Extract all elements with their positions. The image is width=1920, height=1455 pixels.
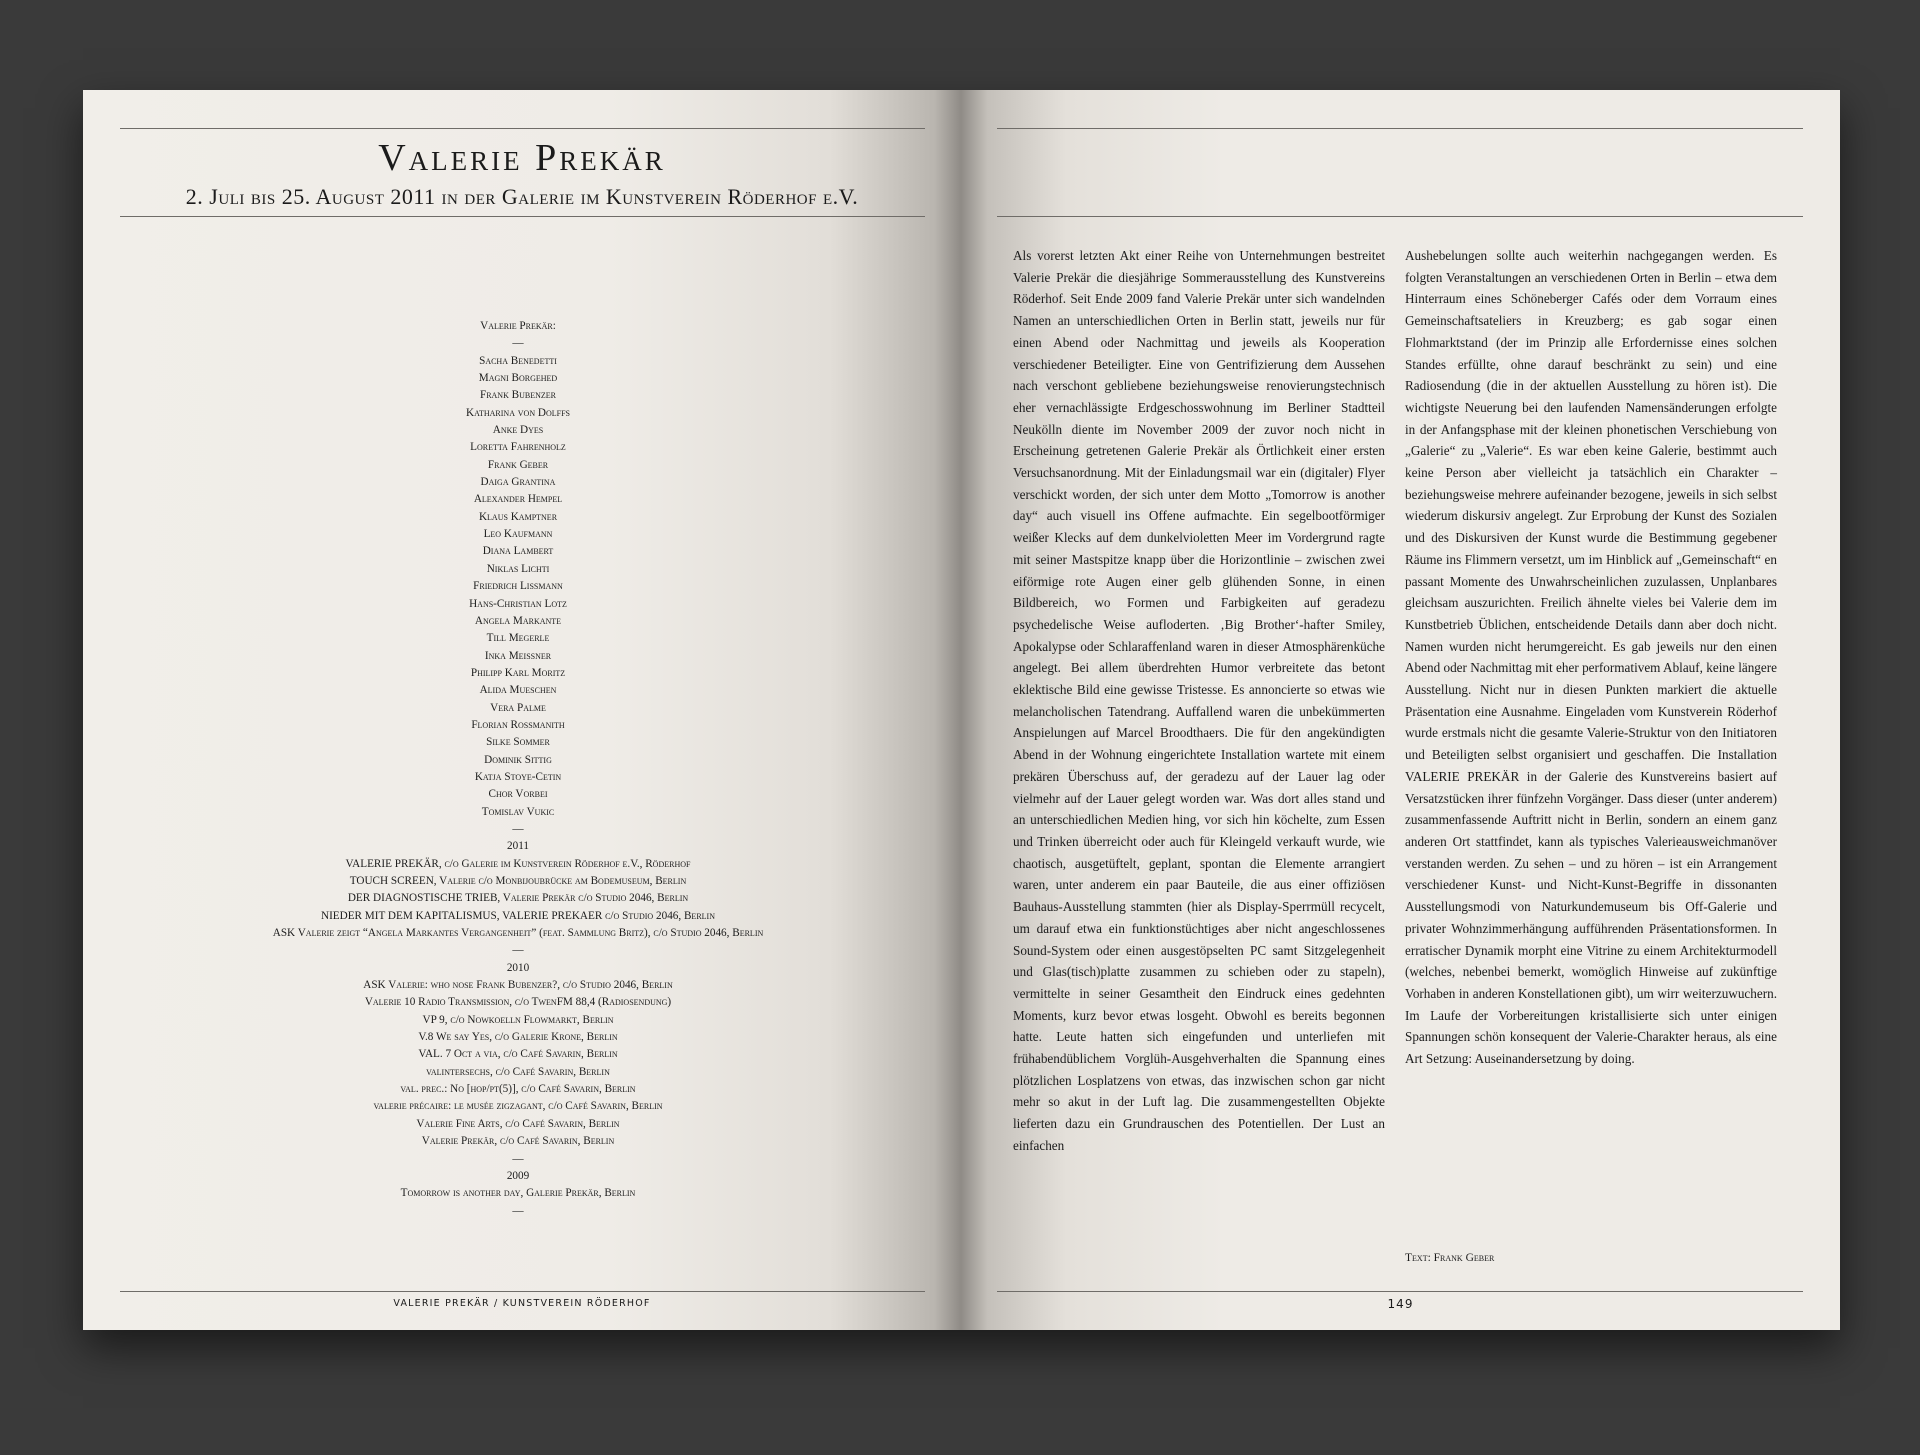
list-item: Florian Rossmanith xyxy=(471,718,565,731)
list-item: Katharina von Dolffs xyxy=(466,406,570,419)
list-item: DER DIAGNOSTISCHE TRIEB, Valerie Prekär c/o Studio 2046, Berlin xyxy=(347,892,689,905)
list-item: Loretta Fahrenholz xyxy=(470,441,566,454)
list-item: Angela Markante xyxy=(474,614,562,627)
list-item: Frank Bubenzer xyxy=(479,389,557,402)
list-item: Sacha Benedetti xyxy=(479,354,557,367)
body-text: Aushebelungen sollte auch weiterhin nachgegangen werden. Es folgten Veranstaltungen an verschiedenen Orten in Berlin – etwa dem Hinterraum eines Schöneberger Cafés oder dem Vorraum eines Gemeinschaftsateliers in Kreuzberg; es gab sogar einen Flohmarktstand (der im Prinzip alle Erfordernisse eines solchen Standes erfüllte, ohne darauf beschränkt zu sein) und eine Radiosendung (die in der aktuellen Ausstellung zu hören ist). Die wichtigste Neuerung bei den laufenden Namensänderungen erfolgte in der Anfangsphase mit der kleinen phonetischen Verschiebung von „Galerie“ zu „Valerie“. Es war eben keine Galerie, bestimmt auch keine Person aber vielleicht ja tatsächlich ein Charakter – beziehungsweise mehrere aufeinander bezogene, jeweils in sich selbst wiederum diskursiv angelegt. Zur Erprobung der Kunst des Sozialen und des Diskursiven der Kunst wurde die Bestimmung gegebener Räume ins Flimmern versetzt, um im Hinblick auf „Gemeinschaft“ en passant Momente des Unwahrscheinlichen zuzulassen, Unplanbares gleichsam auszurichten. Freilich ähnelte vieles bei Valerie dem im Kunstbetrieb Üblichen, entscheidende Details dann aber doch nicht. Namen wurden nicht herumgereicht. Es gab jeweils nur den einen Abend oder Nachmittag mit eher performativem Ablauf, keine längere Ausstellung. Nicht nur in diesen Punkten markiert die aktuelle Präsentation eine Ausnahme. Eingeladen vom Kunstverein Röderhof wurde erstmals nicht die gesamte Valerie-Struktur von den Initiatoren und Beteiligten selbst organisiert und geschaffen. Die Installation VALERIE PREKÄR in der Galerie des Kunstvereins basiert auf Versatzstücken ihrer fünfzehn Vorgänger. Dass dieser (unter anderem) zusammenfassende Auftritt nicht in Berlin, sondern an einem ganz anderen Ort stattfindet, kann als typisches Valerieausweichmanöver verstanden werden. Zu sehen – und zu hören – ist ein Arrangement verschiedener Kunst- und Nicht-Kunst-Begriffe in dissonanten Ausstellungsmodi von Naturkundemuseum bis Off-Galerie und privater Wohnzimmerhängung aufführenden Präsentationsformen. In erratischer Dynamik morpht eine Vitrine zu einem Architekturmodell (welches, nebenbei bemerkt, womöglich Hinweise auf zukünftige Vorhaben in anderen Konstellationen gibt), um wirr weiterzuwuchern. Im Laufe der Vorbereitungen kristallisierte sich unter einigen Spannungen schön konsequent der Valerie-Charakter heraus, als eine Art Setzung: Auseinandersetzung by doing. xyxy=(1405,248,1777,1067)
right-page xyxy=(961,90,1840,1330)
body-text: Als vorerst letzten Akt einer Reihe von Unternehmungen bestreitet Valerie Prekär die diesjährige Sommerausstellung des Kunstvereins Röderhof. Seit Ende 2009 fand Valerie Prekär unter sich wandelnden Namen an unterschiedlichen Orten in Berlin statt, jeweils nur für einen Abend oder Nachmittag und jeweils als Kooperation verschiedener Beteiligter. Eine von Gentrifizierung dem Aussehen nach verschont gebliebene beziehungsweise renovierungstechnisch eher vernachlässigte Erdgeschosswohnung im Berliner Stadtteil Neukölln diente im November 2009 der zuvor noch nicht in Erscheinung getretenen Galerie Prekär als Örtlichkeit einer ersten Versuchsanordnung. Mit der Einladungsmail war ein (digitaler) Flyer verschickt worden, der sich unter dem Motto „Tomorrow is another day“ auch visuell ins Offene aufmachte. Ein segelbootförmiger weißer Klecks auf dem dunkelvioletten Meer im Vordergrund ragte mit seiner Mastspitze knapp über die Horizontlinie – zwischen zwei eiförmige rote Augen einer gelb glühenden Sonne, in einen Bildbereich, wo Formen und Farbigkeiten auf geradezu psychedelische Weise aufloderten. ‚Big Brother‘-hafter Smiley, Apokalypse oder Schlaraffenland waren in dieser Atmosphärenküche angelegt. Bei allem überdrehten Humor verbreitete das betont eklektische Bild eine gewisse Tristesse. Es annoncierte so etwas wie melancholischen Tatendrang. Auffallend waren die unbekümmerten Anspielungen auf Marcel Broodthaers. Die für den angekündigten Abend in der Wohnung eingerichtete Installation wartete mit einem prekären Überschuss auf, der geradezu auf der Lauer lag oder vielmehr auf der Lauer gelegt worden war. Was dort alles stand und an unterschiedlichen Medien hing, vor sich hin köchelte, zum Essen und Trinken überreicht oder auch für Kleingeld verkauft wurde, wie chaotisch, ausgetüftelt, geplant, spontan die Elemente arrangiert waren, unter anderem ein paar Bauteile, die aus einer offiziösen Bauhaus-Ausstellung stammten (hier als Display-Sperrmüll recycelt, um darauf etwa ein funktionstüchtiges aber nicht angeschlossenes Sound-System oder einen ausgestöpselten PC samt Sitzgelegenheit und Glas(tisch)platte zusammen zu schieben oder zu stapeln), vermittelte in seiner Gesamtheit den Eindruck eines gedehnten Moments, kurz bevor etwas losgeht. Obwohl es bereits begonnen hatte. Leute hatten sich eingefunden und unterliefen mit frühabendüblichem Vorglüh-Ausgehverhalten die Spannung eines plötzlichen Losplatzens von etwas, das inzwischen schon gar nicht mehr so akut in der Luft lag. Die zusammengestellten Objekte lieferten dazu ein Grundrauschen des Potentiellen. Der Lust an einfachen xyxy=(1013,248,1385,1153)
running-footer: VALERIE PREKÄR / KUNSTVEREIN RÖDERHOF xyxy=(393,1298,651,1309)
list-item: Frank Geber xyxy=(487,458,549,471)
header-rule xyxy=(997,216,1803,217)
page-subtitle: 2. Juli bis 25. August 2011 in der Galerie im Kunstverein Röderhof e.V. xyxy=(185,184,859,209)
list-item: Chor Vorbei xyxy=(488,788,548,801)
list-item: Niklas Lichti xyxy=(486,562,550,575)
list-item: Vera Palme xyxy=(490,701,546,714)
list-item: 2009 xyxy=(506,1169,530,1182)
exhibition-list xyxy=(173,318,863,1220)
list-item: Silke Sommer xyxy=(486,736,550,749)
footer-rule xyxy=(120,1291,925,1292)
list-item: Friedrich Lissmann xyxy=(473,580,563,593)
list-item: Daiga Grantina xyxy=(480,476,556,489)
list-item: Katja Stoye-Cetin xyxy=(474,770,562,783)
list-item: Diana Lambert xyxy=(482,545,554,558)
list-item: Valerie Prekär: xyxy=(480,320,556,332)
list-item: VP 9, c/o Nowkoelln Flowmarkt, Berlin xyxy=(422,1013,614,1026)
magazine-spread xyxy=(83,90,1840,1330)
left-page xyxy=(83,90,961,1330)
list-item: Valerie Prekär, c/o Café Savarin, Berlin xyxy=(421,1135,615,1148)
list-item: valerie précaire: le musée zigzagant, c/o Café Savarin, Berlin xyxy=(373,1100,663,1113)
list-separator: — xyxy=(512,337,524,350)
list-separator: — xyxy=(512,822,524,835)
top-rule xyxy=(997,128,1803,129)
list-item: 2011 xyxy=(507,840,529,853)
list-item: Alexander Hempel xyxy=(473,493,563,506)
list-item: VALERIE PREKÄR, c/o Galerie im Kunstverein Röderhof e.V., Röderhof xyxy=(345,857,691,870)
list-separator: — xyxy=(512,1152,524,1165)
list-item: Till Megerle xyxy=(486,632,550,645)
list-item: ASK Valerie zeigt “Angela Markantes Vergangenheit” (feat. Sammlung Britz), c/o Studio 2046, Berlin xyxy=(272,927,764,940)
list-item: Magni Borgehed xyxy=(478,372,558,385)
list-item: NIEDER MIT DEM KAPITALISMUS, VALERIE PREKAER c/o Studio 2046, Berlin xyxy=(321,909,715,922)
title-rule xyxy=(120,216,925,217)
list-item: valintersechs, c/o Café Savarin, Berlin xyxy=(426,1065,610,1078)
page-title: Valerie Prekär xyxy=(378,137,666,179)
list-item: Inka Meissner xyxy=(484,649,552,662)
top-rule xyxy=(120,128,925,129)
list-separator: — xyxy=(512,1204,524,1217)
list-item: Anke Dyes xyxy=(492,424,544,437)
list-item: ASK Valerie: who nose Frank Bubenzer?, c/o Studio 2046, Berlin xyxy=(363,979,673,992)
list-item: Dominik Sittig xyxy=(484,753,552,766)
list-item: Tomorrow is another day, Galerie Prekär, Berlin xyxy=(400,1187,636,1200)
list-item: 2010 xyxy=(506,961,530,974)
page-number: 149 xyxy=(1387,1297,1414,1311)
list-item: V.8 We say Yes, c/o Galerie Krone, Berlin xyxy=(418,1031,618,1044)
text-column-2 xyxy=(1405,245,1777,1070)
list-separator: — xyxy=(512,944,524,957)
list-item: val. prec.: No [hop/pt(5)], c/o Café Savarin, Berlin xyxy=(400,1083,636,1096)
list-item: Philipp Karl Moritz xyxy=(470,666,566,679)
list-item: Alida Mueschen xyxy=(479,684,557,697)
list-item: Leo Kaufmann xyxy=(483,528,553,541)
footer-rule xyxy=(997,1291,1803,1292)
list-item: Valerie 10 Radio Transmission, c/o TwenFM 88,4 (Radiosendung) xyxy=(364,996,672,1009)
list-item: Klaus Kamptner xyxy=(478,510,558,523)
list-item: Tomislav Vukic xyxy=(481,805,555,818)
list-item: TOUCH SCREEN, Valerie c/o Monbijoubrücke am Bodemuseum, Berlin xyxy=(349,875,687,887)
text-column-1 xyxy=(1013,245,1385,1157)
list-item: Hans-Christian Lotz xyxy=(469,597,567,610)
list-item: VAL. 7 Oct a via, c/o Café Savarin, Berlin xyxy=(418,1048,618,1061)
author-credit: Text: Frank Geber xyxy=(1405,1252,1495,1264)
list-item: Valerie Fine Arts, c/o Café Savarin, Berlin xyxy=(416,1117,620,1130)
